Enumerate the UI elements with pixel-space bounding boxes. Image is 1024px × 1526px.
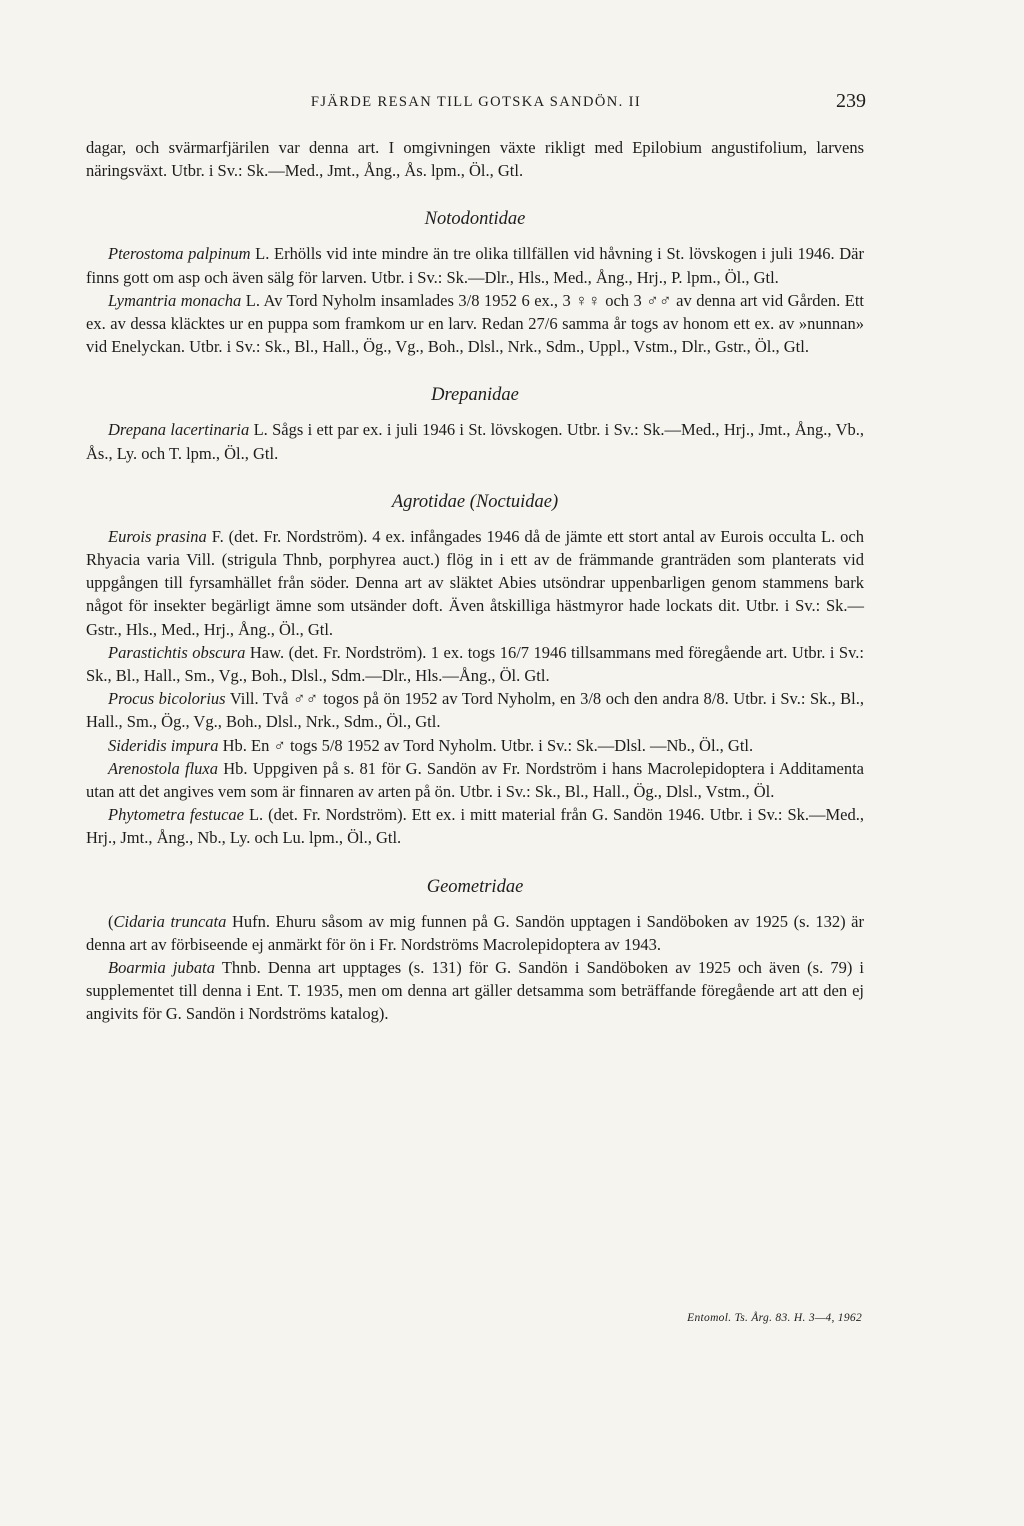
species-text: Hb. Uppgiven på s. 81 för G. Sandön av Fr. Nordström i hans Macrolepidoptera i Additamenta utan att det angives vem som är finnaren av arten på ön. Utbr. i Sv.: Sk., Bl., Hall., Ög., Dlsl., Vstm., Öl.	[86, 758, 865, 802]
species-text: Thnb. Denna art upptages (s. 131) för G. Sandön i Sandöboken av 1925 och även (s. 79) i supplementet till denna i Ent. T. 1935, men om denna art gäller detsamma som beträffande föregående art att den ej angivits för G. Sandön i Nordströms katalog).	[86, 958, 865, 1024]
species-entry-sideridis	[86, 734, 864, 757]
heading-main: Agrotidae	[391, 491, 466, 512]
species-name: Parastichtis obscura	[108, 642, 246, 662]
heading-paren: (Noctuidae)	[469, 491, 559, 512]
species-entry-cidaria	[86, 910, 864, 956]
species-name: Sideridis impura	[108, 735, 219, 755]
open-paren: (	[108, 911, 114, 931]
species-text: Vill. Två ♂♂ togos på ön 1952 av Tord Nyholm, en 3/8 och den andra 8/8. Utbr. i Sv.: Sk., Bl., Hall., Sm., Ög., Vg., Boh., Dlsl., Nrk., Sdm., Öl., Gtl.	[86, 689, 864, 732]
species-entry-eurois	[86, 525, 864, 641]
intro-paragraph: dagar, och svärmarfjärilen var denna art. I omgivningen växte rikligt med Epilobium angustifolium, larvens näringsväxt. Utbr. i Sv.: Sk.—Med., Jmt., Ång., Ås. lpm., Öl., Gtl.	[86, 138, 864, 181]
species-name: Arenostola fluxa	[108, 758, 218, 778]
species-text: L. Sågs i ett par ex. i juli 1946 i St. lövskogen. Utbr. i Sv.: Sk.—Med., Hrj., Jmt., Ång., Vb., Ås., Ly. och T. lpm., Öl., Gtl.	[86, 420, 865, 463]
species-entry-phytometra	[86, 803, 864, 849]
page-number: 239	[836, 90, 866, 112]
species-text: F. (det. Fr. Nordström). 4 ex. infångades 1946 då de jämte ett stort antal av Eurois occulta L. och Rhyacia varia Vill. (strigula Thnb, porphyrea auct.) flög in i ett av de främmande granträden som planterats vid uppgången till fyrsamhället från söder. Denna art av släktet Abies utsöndrar uppenbarligen genom stammens bark något för insekter begärligt ämne som utsänder doft. Även åtskilliga hästmyror hade lockats dit. Utbr. i Sv.: Sk.—Gstr., Hls., Med., Hrj., Ång., Öl., Gtl.	[86, 526, 865, 639]
section-heading-notodontidae: Notodontidae	[424, 209, 526, 230]
species-entry-pterostoma	[86, 242, 864, 288]
journal-citation: Entomol. Ts. Årg. 83. H. 3—4, 1962	[687, 1312, 862, 1324]
running-title: FJÄRDE RESAN TILL GOTSKA SANDÖN. II	[310, 94, 642, 110]
species-name: Cidaria truncata	[113, 911, 227, 931]
section-heading-geometridae: Geometridae	[426, 876, 524, 897]
species-entry-procus	[86, 687, 864, 733]
article-body	[86, 136, 864, 1026]
species-text: Haw. (det. Fr. Nordström). 1 ex. togs 16/7 1946 tillsammans med föregående art. Utbr. i Sv.: Sk., Bl., Hall., Sm., Vg., Boh., Dlsl., Sdm.—Dlr., Hls.—Ång., Öl. Gtl.	[86, 642, 864, 686]
species-entry-parastichtis	[86, 641, 864, 687]
section-heading-drepanidae: Drepanidae	[431, 385, 519, 406]
species-text: L. Erhölls vid inte mindre än tre olika tillfällen vid håvning i St. lövskogen i juli 1946. Där finns gott om asp och även sälg för larven. Utbr. i Sv.: Sk.—Dlr., Hls., Med., Ång., Hrj., P. lpm., Öl., Gtl.	[86, 244, 865, 287]
species-text: L. Av Tord Nyholm insamlades 3/8 1952 6 ex., 3 ♀♀ och 3 ♂♂ av denna art vid Gården. Ett ex. av dessa kläcktes ur en puppa som framkom ur en larv. Redan 27/6 samma år togs av honom ett ex. av »nunnan» vid Enelyckan. Utbr. i Sv.: Sk., Bl., Hall., Ög., Vg., Boh., Dlsl., Nrk., Sdm., Uppl., Vstm., Dlr., Gstr., Öl., Gtl.	[86, 290, 864, 357]
species-name: Pterostoma palpinum	[108, 244, 251, 264]
species-text: L. (det. Fr. Nordström). Ett ex. i mitt material från G. Sandön 1946. Utbr. i Sv.: Sk.—Med., Hrj., Jmt., Ång., Nb., Ly. och Lu. lpm., Öl., Gtl.	[86, 805, 864, 848]
species-entry-boarmia	[86, 956, 864, 1026]
species-name: Phytometra festucae	[108, 805, 244, 825]
species-entry-arenostola	[86, 757, 864, 803]
species-entry-lymantria	[86, 289, 864, 359]
species-name: Eurois prasina	[108, 526, 207, 546]
running-header	[86, 90, 866, 118]
species-name: Lymantria monacha	[108, 290, 242, 310]
species-name: Procus bicolorius	[108, 689, 226, 709]
species-text: Hb. En ♂ togs 5/8 1952 av Tord Nyholm. Utbr. i Sv.: Sk.—Dlsl. —Nb., Öl., Gtl.	[222, 735, 754, 755]
species-text: Hufn. Ehuru såsom av mig funnen på G. Sandön upptagen i Sandöboken av 1925 (s. 132) är denna art av förbiseende ej anmärkt för ön i Fr. Nordströms Macrolepidoptera av 1943.	[86, 911, 865, 954]
species-entry-drepana	[86, 418, 864, 464]
species-name: Boarmia jubata	[108, 958, 216, 978]
section-heading-agrotidae	[86, 490, 864, 514]
species-name: Drepana lacertinaria	[108, 420, 250, 440]
